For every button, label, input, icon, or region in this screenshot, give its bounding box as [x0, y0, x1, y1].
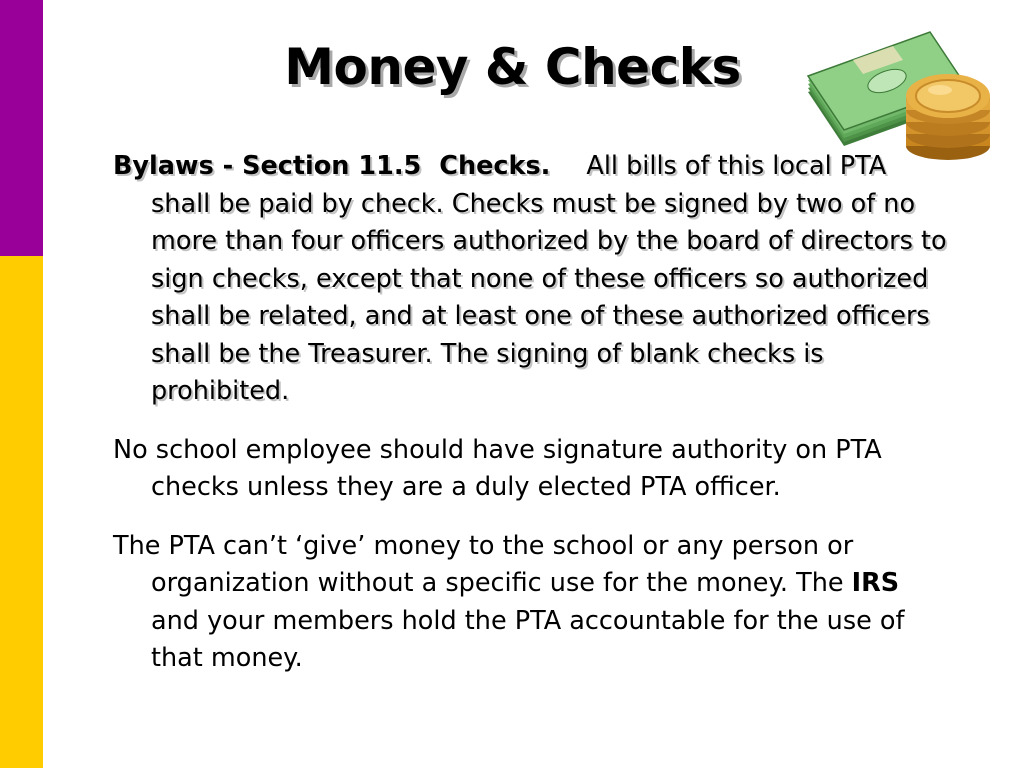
left-accent-bar-top [0, 0, 43, 256]
slide-title: Money & Checks [284, 38, 741, 96]
checks-heading: Checks. [439, 151, 551, 181]
bylaws-reference: Bylaws - Section 11.5 [113, 151, 422, 181]
employee-text: No school employee should have signature authority on PTA checks unless they are a duly elected PTA officer. [113, 434, 882, 502]
money-stack-and-coins-icon [798, 30, 998, 165]
bylaws-text: All bills of this local PTA shall be paid by check. Checks must be signed by two of no more than four officers authorized by the board of directors to sign checks, except that none of these officers so authorized shall be related, and at least one of these authorized officers shall be the Treasurer. The signing of blank checks is prohibited. [151, 151, 947, 406]
bylaws-paragraph [113, 148, 948, 411]
giving-text-before: The PTA can’t ‘give’ money to the school or any person or organization without a specific use for the money. The [113, 530, 854, 598]
giving-paragraph [113, 528, 948, 678]
left-accent-bar-bottom [0, 256, 43, 768]
slide-body [113, 148, 948, 699]
giving-text-after: and your members hold the PTA accountable for the use of that money. [151, 605, 905, 673]
employee-paragraph [113, 432, 948, 507]
irs-emphasis: IRS [851, 568, 900, 598]
